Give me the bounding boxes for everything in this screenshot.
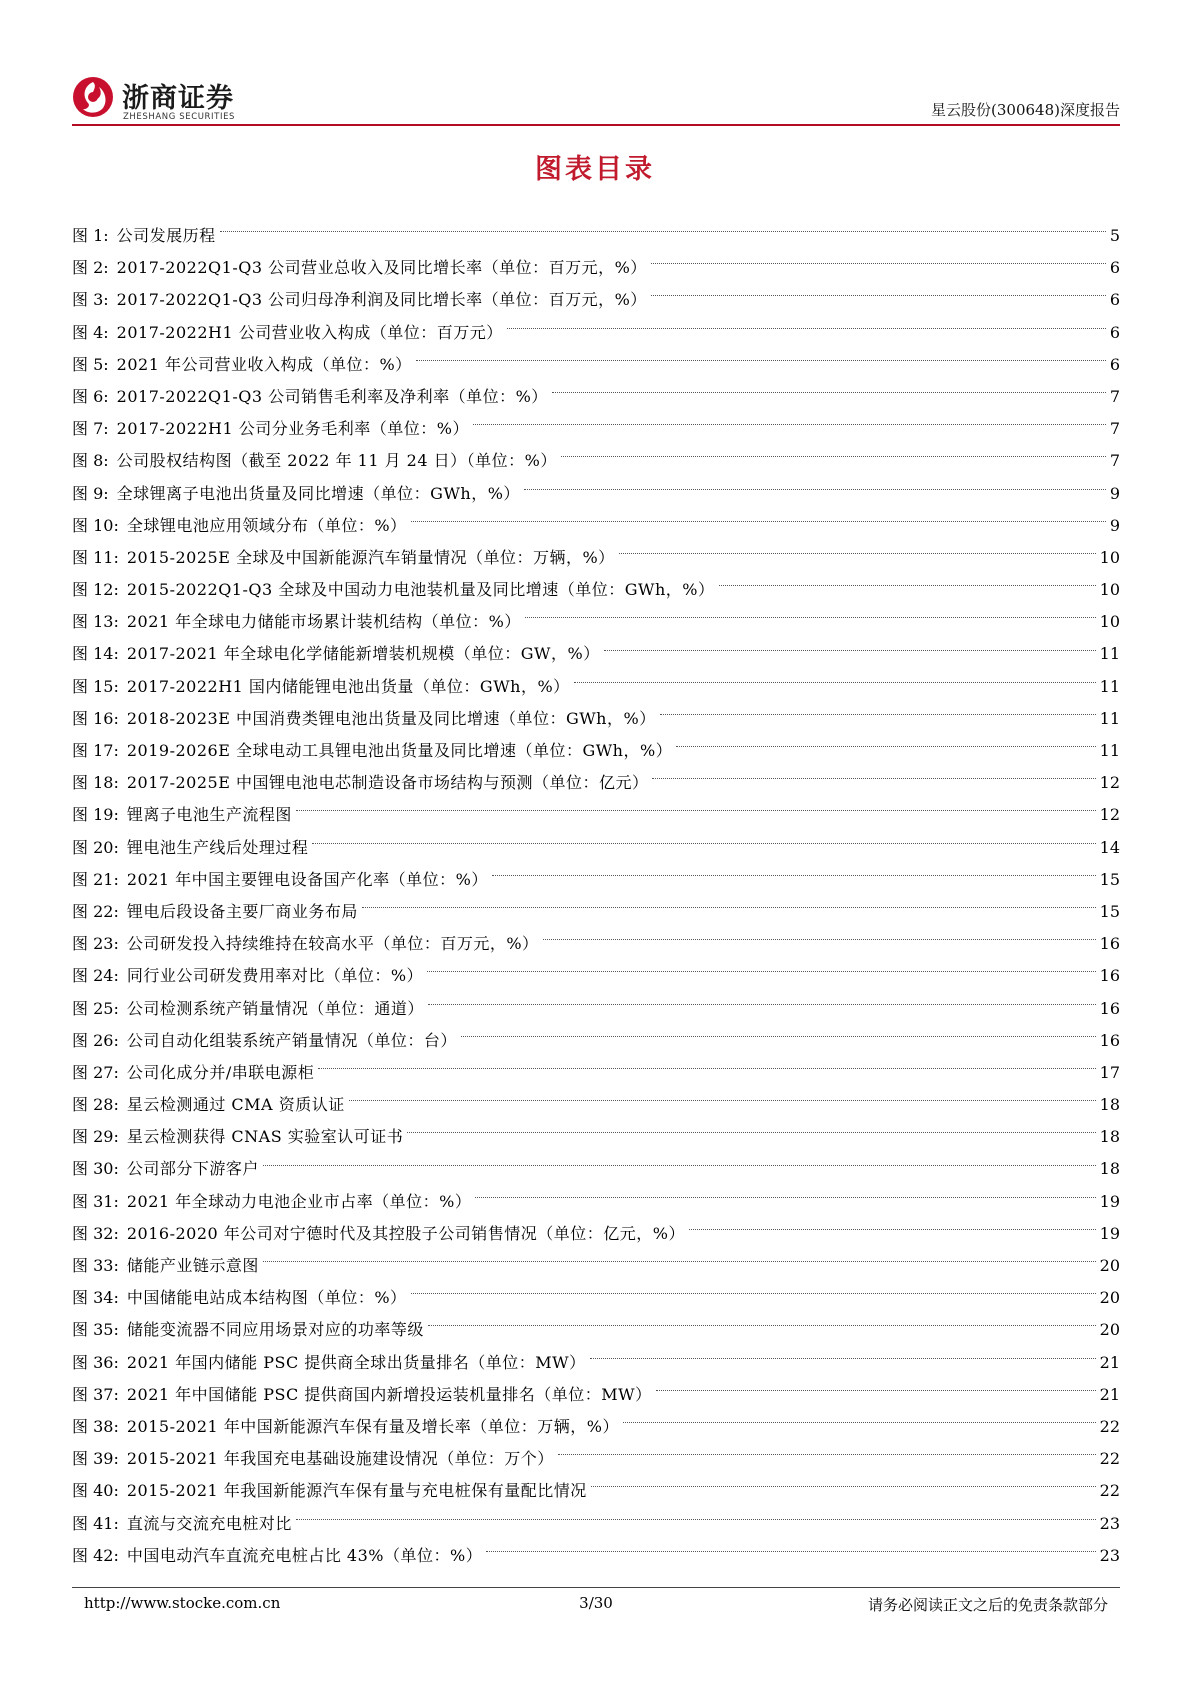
toc-figure-number: 图 35: — [72, 1320, 119, 1340]
toc-figure-number: 图 9: — [72, 483, 109, 503]
toc-entry[interactable] — [72, 832, 1120, 864]
toc-figure-number: 图 3: — [72, 290, 109, 310]
toc-figure-number: 图 16: — [72, 708, 119, 728]
toc-figure-number: 图 39: — [72, 1449, 119, 1469]
toc-dot-leader — [619, 552, 1096, 554]
toc-page-number: 5 — [1109, 226, 1120, 245]
company-logo — [72, 76, 332, 124]
toc-figure-number: 图 34: — [72, 1288, 119, 1308]
toc-figure-title: 2017-2022Q1-Q3 公司销售毛利率及净利率（单位：%） — [116, 386, 548, 406]
toc-figure-title: 2017-2022H1 国内储能锂电池出货量（单位：GWh，%） — [126, 676, 570, 696]
toc-entry[interactable] — [72, 220, 1120, 252]
toc-figure-title: 2021 年中国储能 PSC 提供商国内新增投运装机量排名（单位：MW） — [126, 1384, 652, 1404]
toc-page-number: 16 — [1099, 1030, 1120, 1050]
toc-page-number: 22 — [1099, 1416, 1120, 1436]
toc-dot-leader — [486, 1550, 1095, 1552]
toc-page-number: 6 — [1109, 290, 1120, 310]
figure-table-of-contents — [72, 220, 1120, 1572]
toc-entry[interactable] — [72, 381, 1120, 413]
toc-entry[interactable] — [72, 1443, 1120, 1475]
toc-figure-title: 公司发展历程 — [116, 226, 216, 245]
toc-page-number: 6 — [1109, 322, 1120, 342]
toc-entry[interactable] — [72, 252, 1120, 284]
toc-dot-leader — [296, 809, 1096, 811]
toc-figure-title: 2017-2022Q1-Q3 公司归母净利润及同比增长率（单位：百万元，%） — [116, 290, 647, 310]
toc-figure-number: 图 1: — [72, 226, 109, 245]
toc-dot-leader — [651, 294, 1106, 296]
toc-entry[interactable] — [72, 928, 1120, 960]
toc-page-number: 11 — [1099, 644, 1120, 664]
toc-entry[interactable] — [72, 896, 1120, 928]
toc-figure-number: 图 38: — [72, 1416, 119, 1436]
toc-figure-title: 锂电池生产线后处理过程 — [126, 837, 309, 857]
toc-dot-leader — [427, 970, 1096, 972]
toc-entry[interactable] — [72, 799, 1120, 831]
toc-figure-number: 图 36: — [72, 1352, 119, 1372]
toc-figure-number: 图 29: — [72, 1127, 119, 1147]
toc-page-number: 6 — [1109, 258, 1120, 278]
toc-page-number: 7 — [1109, 451, 1120, 471]
toc-figure-number: 图 4: — [72, 322, 109, 342]
toc-page-number: 20 — [1099, 1320, 1120, 1340]
toc-figure-number: 图 42: — [72, 1545, 119, 1565]
toc-figure-number: 图 37: — [72, 1384, 119, 1404]
toc-entry[interactable] — [72, 1314, 1120, 1346]
toc-entry[interactable] — [72, 284, 1120, 316]
toc-figure-number: 图 30: — [72, 1159, 119, 1179]
toc-dot-leader — [407, 1131, 1095, 1133]
toc-dot-leader — [318, 1067, 1095, 1069]
header-divider — [72, 124, 1120, 126]
toc-entry[interactable] — [72, 1475, 1120, 1507]
toc-figure-title: 公司检测系统产销量情况（单位：通道） — [126, 998, 424, 1018]
toc-dot-leader — [524, 488, 1106, 490]
toc-entry[interactable] — [72, 1057, 1120, 1089]
toc-figure-number: 图 31: — [72, 1191, 119, 1211]
toc-dot-leader — [561, 455, 1106, 457]
toc-dot-leader — [416, 359, 1106, 361]
toc-page-number: 10 — [1099, 612, 1120, 632]
toc-figure-title: 2015-2021 年中国新能源汽车保有量及增长率（单位：万辆，%） — [126, 1416, 619, 1436]
toc-entry[interactable] — [72, 960, 1120, 992]
toc-entry[interactable] — [72, 1540, 1120, 1572]
toc-figure-title: 2015-2022Q1-Q3 全球及中国动力电池装机量及同比增速（单位：GWh，%） — [126, 580, 715, 600]
toc-page-number: 16 — [1099, 998, 1120, 1018]
toc-figure-number: 图 12: — [72, 580, 119, 600]
toc-page-number: 22 — [1099, 1449, 1120, 1469]
toc-figure-title: 2016-2020 年公司对宁德时代及其控股子公司销售情况（单位：亿元，%） — [126, 1223, 685, 1243]
toc-figure-number: 图 8: — [72, 451, 109, 471]
toc-dot-leader — [296, 1518, 1096, 1520]
toc-entry[interactable] — [72, 510, 1120, 542]
toc-figure-number: 图 6: — [72, 386, 109, 406]
toc-dot-leader — [651, 262, 1106, 264]
toc-page-number: 15 — [1099, 869, 1120, 889]
toc-page-number: 19 — [1099, 1191, 1120, 1211]
toc-figure-title: 公司自动化组装系统产销量情况（单位：台） — [126, 1030, 457, 1050]
toc-figure-title: 公司研发投入持续维持在较高水平（单位：百万元，%） — [126, 934, 539, 954]
toc-figure-number: 图 26: — [72, 1030, 119, 1050]
toc-page-number: 6 — [1109, 354, 1120, 374]
toc-figure-title: 直流与交流充电桩对比 — [126, 1513, 292, 1533]
toc-page-number: 16 — [1099, 934, 1120, 954]
toc-figure-number: 图 7: — [72, 419, 109, 439]
toc-figure-number: 图 15: — [72, 676, 119, 696]
toc-dot-leader — [719, 584, 1096, 586]
toc-figure-title: 2017-2022H1 公司营业收入构成（单位：百万元） — [116, 322, 503, 342]
toc-figure-number: 图 2: — [72, 258, 109, 278]
toc-page-number: 11 — [1099, 741, 1120, 760]
toc-figure-title: 2021 年全球电力储能市场累计装机结构（单位：%） — [126, 612, 521, 632]
toc-figure-title: 公司股权结构图（截至 2022 年 11 月 24 日）（单位：%） — [116, 451, 557, 471]
toc-entry[interactable] — [72, 671, 1120, 703]
toc-page-number: 7 — [1109, 419, 1120, 439]
toc-dot-leader — [349, 1099, 1096, 1101]
toc-entry[interactable] — [72, 1282, 1120, 1314]
toc-entry[interactable] — [72, 445, 1120, 477]
toc-dot-leader — [362, 906, 1096, 908]
toc-page-number: 10 — [1099, 580, 1120, 600]
toc-figure-number: 图 11: — [72, 547, 119, 567]
toc-page-number: 20 — [1099, 1288, 1120, 1308]
toc-figure-number: 图 18: — [72, 773, 119, 793]
toc-figure-title: 2021 年国内储能 PSC 提供商全球出货量排名（单位：MW） — [126, 1352, 586, 1372]
logo-chinese-name: 浙商证券 — [122, 83, 234, 114]
toc-figure-title: 锂离子电池生产流程图 — [126, 805, 292, 825]
toc-entry[interactable] — [72, 767, 1120, 799]
toc-page-number: 18 — [1099, 1095, 1120, 1115]
toc-entry[interactable] — [72, 1186, 1120, 1218]
toc-figure-title: 星云检测获得 CNAS 实验室认可证书 — [126, 1127, 404, 1147]
toc-entry[interactable] — [72, 703, 1120, 735]
toc-figure-title: 中国储能电站成本结构图（单位：%） — [126, 1288, 407, 1308]
toc-figure-title: 2017-2022Q1-Q3 公司营业总收入及同比增长率（单位：百万元，%） — [116, 258, 647, 278]
toc-entry[interactable] — [72, 735, 1120, 767]
toc-figure-number: 图 40: — [72, 1481, 119, 1501]
toc-figure-title: 星云检测通过 CMA 资质认证 — [126, 1095, 345, 1115]
toc-figure-title: 2017-2025E 中国锂电池电芯制造设备市场结构与预测（单位：亿元） — [126, 773, 649, 793]
toc-figure-number: 图 13: — [72, 612, 119, 632]
toc-page-number: 22 — [1099, 1481, 1120, 1501]
toc-dot-leader — [428, 1003, 1096, 1005]
toc-dot-leader — [676, 745, 1095, 747]
toc-figure-title: 公司部分下游客户 — [126, 1159, 259, 1179]
toc-page-number: 21 — [1099, 1384, 1120, 1404]
toc-figure-title: 锂电后段设备主要厂商业务布局 — [126, 901, 358, 921]
toc-dot-leader — [473, 423, 1106, 425]
toc-dot-leader — [689, 1228, 1096, 1230]
toc-page-number: 21 — [1099, 1352, 1120, 1372]
toc-entry[interactable] — [72, 1025, 1120, 1057]
toc-entry[interactable] — [72, 1218, 1120, 1250]
toc-dot-leader — [312, 842, 1095, 844]
toc-figure-title: 全球锂离子电池出货量及同比增速（单位：GWh，%） — [116, 483, 520, 503]
toc-entry[interactable] — [72, 1347, 1120, 1379]
toc-dot-leader — [656, 1389, 1096, 1391]
toc-entry[interactable] — [72, 478, 1120, 510]
toc-dot-leader — [652, 777, 1095, 779]
footer-disclaimer: 请务必阅读正文之后的免责条款部分 — [867, 1596, 1108, 1614]
toc-figure-title: 2017-2021 年全球电化学储能新增装机规模（单位：GW，%） — [126, 644, 600, 664]
toc-figure-number: 图 24: — [72, 966, 119, 986]
toc-page-number: 15 — [1099, 901, 1120, 921]
toc-figure-number: 图 32: — [72, 1223, 119, 1243]
toc-entry[interactable] — [72, 606, 1120, 638]
toc-page-number: 14 — [1099, 837, 1120, 857]
toc-figure-title: 2015-2021 年我国新能源汽车保有量与充电桩保有量配比情况 — [126, 1481, 587, 1501]
toc-entry[interactable] — [72, 413, 1120, 445]
toc-entry[interactable] — [72, 638, 1120, 670]
toc-figure-title: 2015-2021 年我国充电基础设施建设情况（单位：万个） — [126, 1449, 554, 1469]
toc-page-number: 9 — [1109, 483, 1120, 503]
toc-figure-number: 图 14: — [72, 644, 119, 664]
toc-figure-number: 图 41: — [72, 1513, 119, 1533]
footer-divider — [72, 1587, 1120, 1588]
toc-dot-leader — [428, 1324, 1096, 1326]
toc-figure-number: 图 25: — [72, 998, 119, 1018]
toc-page-number: 9 — [1109, 515, 1120, 535]
toc-dot-leader — [660, 713, 1096, 715]
toc-dot-leader — [525, 616, 1096, 618]
toc-figure-number: 图 27: — [72, 1062, 119, 1082]
toc-entry[interactable] — [72, 1121, 1120, 1153]
zheshang-logo-icon — [72, 76, 114, 118]
toc-figure-number: 图 22: — [72, 901, 119, 921]
toc-dot-leader — [558, 1453, 1096, 1455]
toc-page-number: 11 — [1099, 708, 1120, 728]
toc-entry[interactable] — [72, 1089, 1120, 1121]
toc-entry[interactable] — [72, 1250, 1120, 1282]
toc-figure-number: 图 28: — [72, 1095, 119, 1115]
toc-figure-title: 2021 年中国主要锂电设备国产化率（单位：%） — [126, 869, 488, 889]
toc-page-number: 19 — [1099, 1223, 1120, 1243]
toc-figure-title: 同行业公司研发费用率对比（单位：%） — [126, 966, 424, 986]
toc-page-number: 20 — [1099, 1256, 1120, 1275]
toc-figure-number: 图 21: — [72, 869, 119, 889]
toc-figure-number: 图 20: — [72, 837, 119, 857]
toc-entry[interactable] — [72, 1508, 1120, 1540]
toc-figure-title: 2021 年公司营业收入构成（单位：%） — [116, 354, 412, 374]
toc-entry[interactable] — [72, 574, 1120, 606]
toc-page-number: 11 — [1099, 676, 1120, 696]
toc-page-number: 23 — [1099, 1545, 1120, 1565]
toc-dot-leader — [461, 1035, 1096, 1037]
toc-figure-number: 图 19: — [72, 805, 119, 825]
toc-dot-leader — [492, 874, 1096, 876]
toc-entry[interactable] — [72, 317, 1120, 349]
toc-dot-leader — [263, 1164, 1096, 1166]
toc-dot-leader — [475, 1196, 1095, 1198]
toc-figure-title: 中国电动汽车直流充电桩占比 43%（单位：%） — [126, 1545, 483, 1565]
toc-dot-leader — [411, 1292, 1096, 1294]
toc-dot-leader — [220, 230, 1106, 232]
footer-url[interactable]: http://www.stocke.com.cn — [84, 1594, 281, 1612]
toc-dot-leader — [623, 1421, 1096, 1423]
toc-entry[interactable] — [72, 993, 1120, 1025]
toc-dot-leader — [263, 1260, 1096, 1262]
toc-figure-number: 图 33: — [72, 1256, 119, 1275]
toc-page-number: 7 — [1109, 386, 1120, 406]
toc-dot-leader — [591, 1485, 1096, 1487]
page-title: 图表目录 — [535, 154, 655, 185]
toc-entry[interactable] — [72, 1153, 1120, 1185]
toc-page-number: 23 — [1099, 1513, 1120, 1533]
toc-figure-number: 图 5: — [72, 354, 109, 374]
toc-figure-number: 图 17: — [72, 741, 119, 760]
toc-dot-leader — [590, 1357, 1096, 1359]
toc-dot-leader — [411, 520, 1106, 522]
toc-dot-leader — [552, 391, 1106, 393]
toc-page-number: 18 — [1099, 1159, 1120, 1179]
footer-page-number: 3/30 — [579, 1594, 613, 1612]
toc-figure-number: 图 10: — [72, 515, 119, 535]
toc-page-number: 12 — [1099, 805, 1120, 825]
toc-entry[interactable] — [72, 542, 1120, 574]
toc-figure-number: 图 23: — [72, 934, 119, 954]
toc-entry[interactable] — [72, 349, 1120, 381]
toc-page-number: 10 — [1099, 547, 1120, 567]
toc-dot-leader — [507, 327, 1106, 329]
toc-figure-title: 2019-2026E 全球电动工具锂电池出货量及同比增速（单位：GWh，%） — [126, 741, 673, 760]
page-footer — [72, 1594, 1120, 1618]
toc-figure-title: 储能产业链示意图 — [126, 1256, 259, 1275]
toc-figure-title: 2021 年全球动力电池企业市占率（单位：%） — [126, 1191, 472, 1211]
report-title: 星云股份(300648)深度报告 — [931, 101, 1120, 119]
toc-figure-title: 2015-2025E 全球及中国新能源汽车销量情况（单位：万辆，%） — [126, 547, 615, 567]
toc-dot-leader — [574, 681, 1096, 683]
toc-entry[interactable] — [72, 864, 1120, 896]
toc-figure-title: 储能变流器不同应用场景对应的功率等级 — [126, 1320, 424, 1340]
toc-page-number: 16 — [1099, 966, 1120, 986]
toc-page-number: 17 — [1099, 1062, 1120, 1082]
toc-page-number: 12 — [1099, 773, 1120, 793]
toc-figure-title: 2017-2022H1 公司分业务毛利率（单位：%） — [116, 419, 469, 439]
toc-figure-title: 公司化成分并/串联电源柜 — [126, 1062, 315, 1082]
toc-figure-title: 全球锂电池应用领域分布（单位：%） — [126, 515, 407, 535]
logo-english-name: ZHESHANG SECURITIES — [123, 112, 236, 122]
toc-figure-title: 2018-2023E 中国消费类锂电池出货量及同比增速（单位：GWh，%） — [126, 708, 656, 728]
toc-dot-leader — [604, 649, 1096, 651]
toc-entry[interactable] — [72, 1379, 1120, 1411]
toc-page-number: 18 — [1099, 1127, 1120, 1147]
toc-entry[interactable] — [72, 1411, 1120, 1443]
page-header — [72, 68, 1120, 126]
toc-dot-leader — [543, 938, 1096, 940]
